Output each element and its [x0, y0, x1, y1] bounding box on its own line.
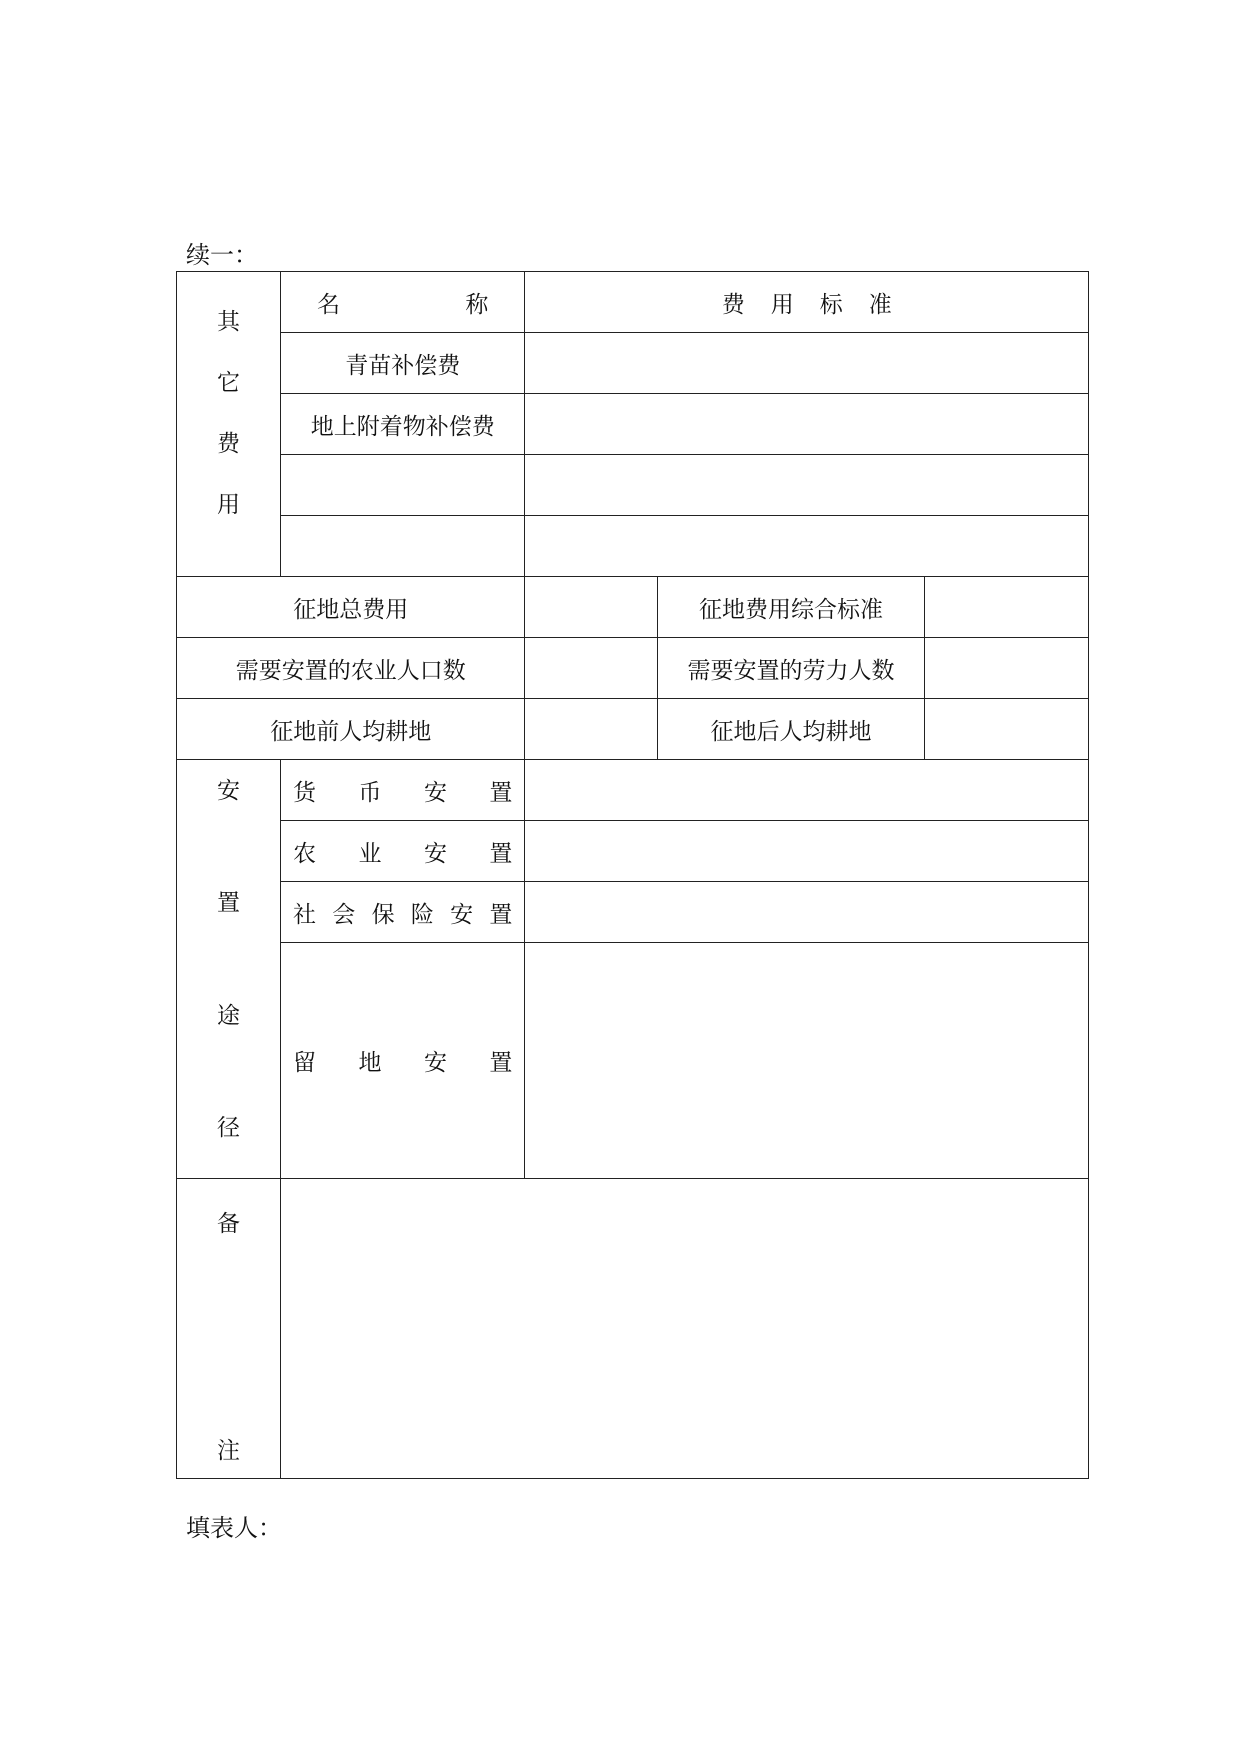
summary-value-field[interactable] — [925, 638, 1089, 699]
resettlement-label: 货 币 安 置 — [281, 760, 525, 821]
summary-label: 征地前人均耕地 — [177, 699, 525, 760]
resettlement-row — [177, 760, 1089, 821]
remarks-label: 备 注 — [177, 1179, 281, 1479]
fee-standard-field[interactable] — [525, 394, 1089, 455]
resettlement-value-field[interactable] — [525, 943, 1089, 1179]
fee-name-cell: 地上附着物补偿费 — [281, 394, 525, 455]
fee-standard-field[interactable] — [525, 333, 1089, 394]
group-char: 它 — [217, 370, 240, 396]
resettlement-value-field[interactable] — [525, 760, 1089, 821]
other-fees-group-label — [177, 272, 281, 577]
fee-name-field[interactable] — [281, 516, 525, 577]
group-char: 费 — [217, 431, 240, 457]
fee-row — [177, 455, 1089, 516]
resettlement-label: 社 会 保 险 安 置 — [281, 882, 525, 943]
other-fees-header-row — [177, 272, 1089, 333]
resettlement-row — [177, 882, 1089, 943]
fee-name-field[interactable] — [281, 455, 525, 516]
summary-label: 需要安置的农业人口数 — [177, 638, 525, 699]
summary-value-field[interactable] — [925, 699, 1089, 760]
summary-label: 征地后人均耕地 — [657, 699, 925, 760]
summary-value-field[interactable] — [925, 577, 1089, 638]
fee-row — [177, 516, 1089, 577]
land-acquisition-form-table — [176, 271, 1089, 1479]
summary-row — [177, 699, 1089, 760]
summary-value-field[interactable] — [525, 638, 657, 699]
remarks-field[interactable] — [281, 1179, 1089, 1479]
summary-label: 需要安置的劳力人数 — [657, 638, 925, 699]
summary-row — [177, 638, 1089, 699]
group-char: 径 — [217, 1114, 240, 1141]
continuation-label: 续一： — [186, 241, 258, 269]
fee-name-cell: 青苗补偿费 — [281, 333, 525, 394]
summary-row — [177, 577, 1089, 638]
standard-column-header: 费 用 标 准 — [525, 272, 1089, 333]
name-column-header: 名 称 — [281, 272, 525, 333]
resettlement-value-field[interactable] — [525, 821, 1089, 882]
fee-standard-field[interactable] — [525, 455, 1089, 516]
resettlement-group-label — [177, 760, 281, 1179]
group-char: 置 — [217, 890, 240, 917]
resettlement-row — [177, 821, 1089, 882]
group-char: 途 — [217, 1002, 240, 1029]
remarks-row — [177, 1179, 1089, 1479]
group-char: 安 — [217, 778, 240, 804]
resettlement-row — [177, 943, 1089, 1179]
resettlement-label: 农 业 安 置 — [281, 821, 525, 882]
resettlement-label: 留 地 安 置 — [281, 943, 525, 1179]
summary-label: 征地费用综合标准 — [657, 577, 925, 638]
resettlement-value-field[interactable] — [525, 882, 1089, 943]
group-char: 用 — [217, 492, 240, 518]
fee-standard-field[interactable] — [525, 516, 1089, 577]
form-filler-label: 填表人： — [186, 1514, 282, 1542]
fee-row — [177, 333, 1089, 394]
summary-value-field[interactable] — [525, 577, 657, 638]
fee-row — [177, 394, 1089, 455]
group-char: 其 — [217, 309, 240, 335]
summary-label: 征地总费用 — [177, 577, 525, 638]
summary-value-field[interactable] — [525, 699, 657, 760]
